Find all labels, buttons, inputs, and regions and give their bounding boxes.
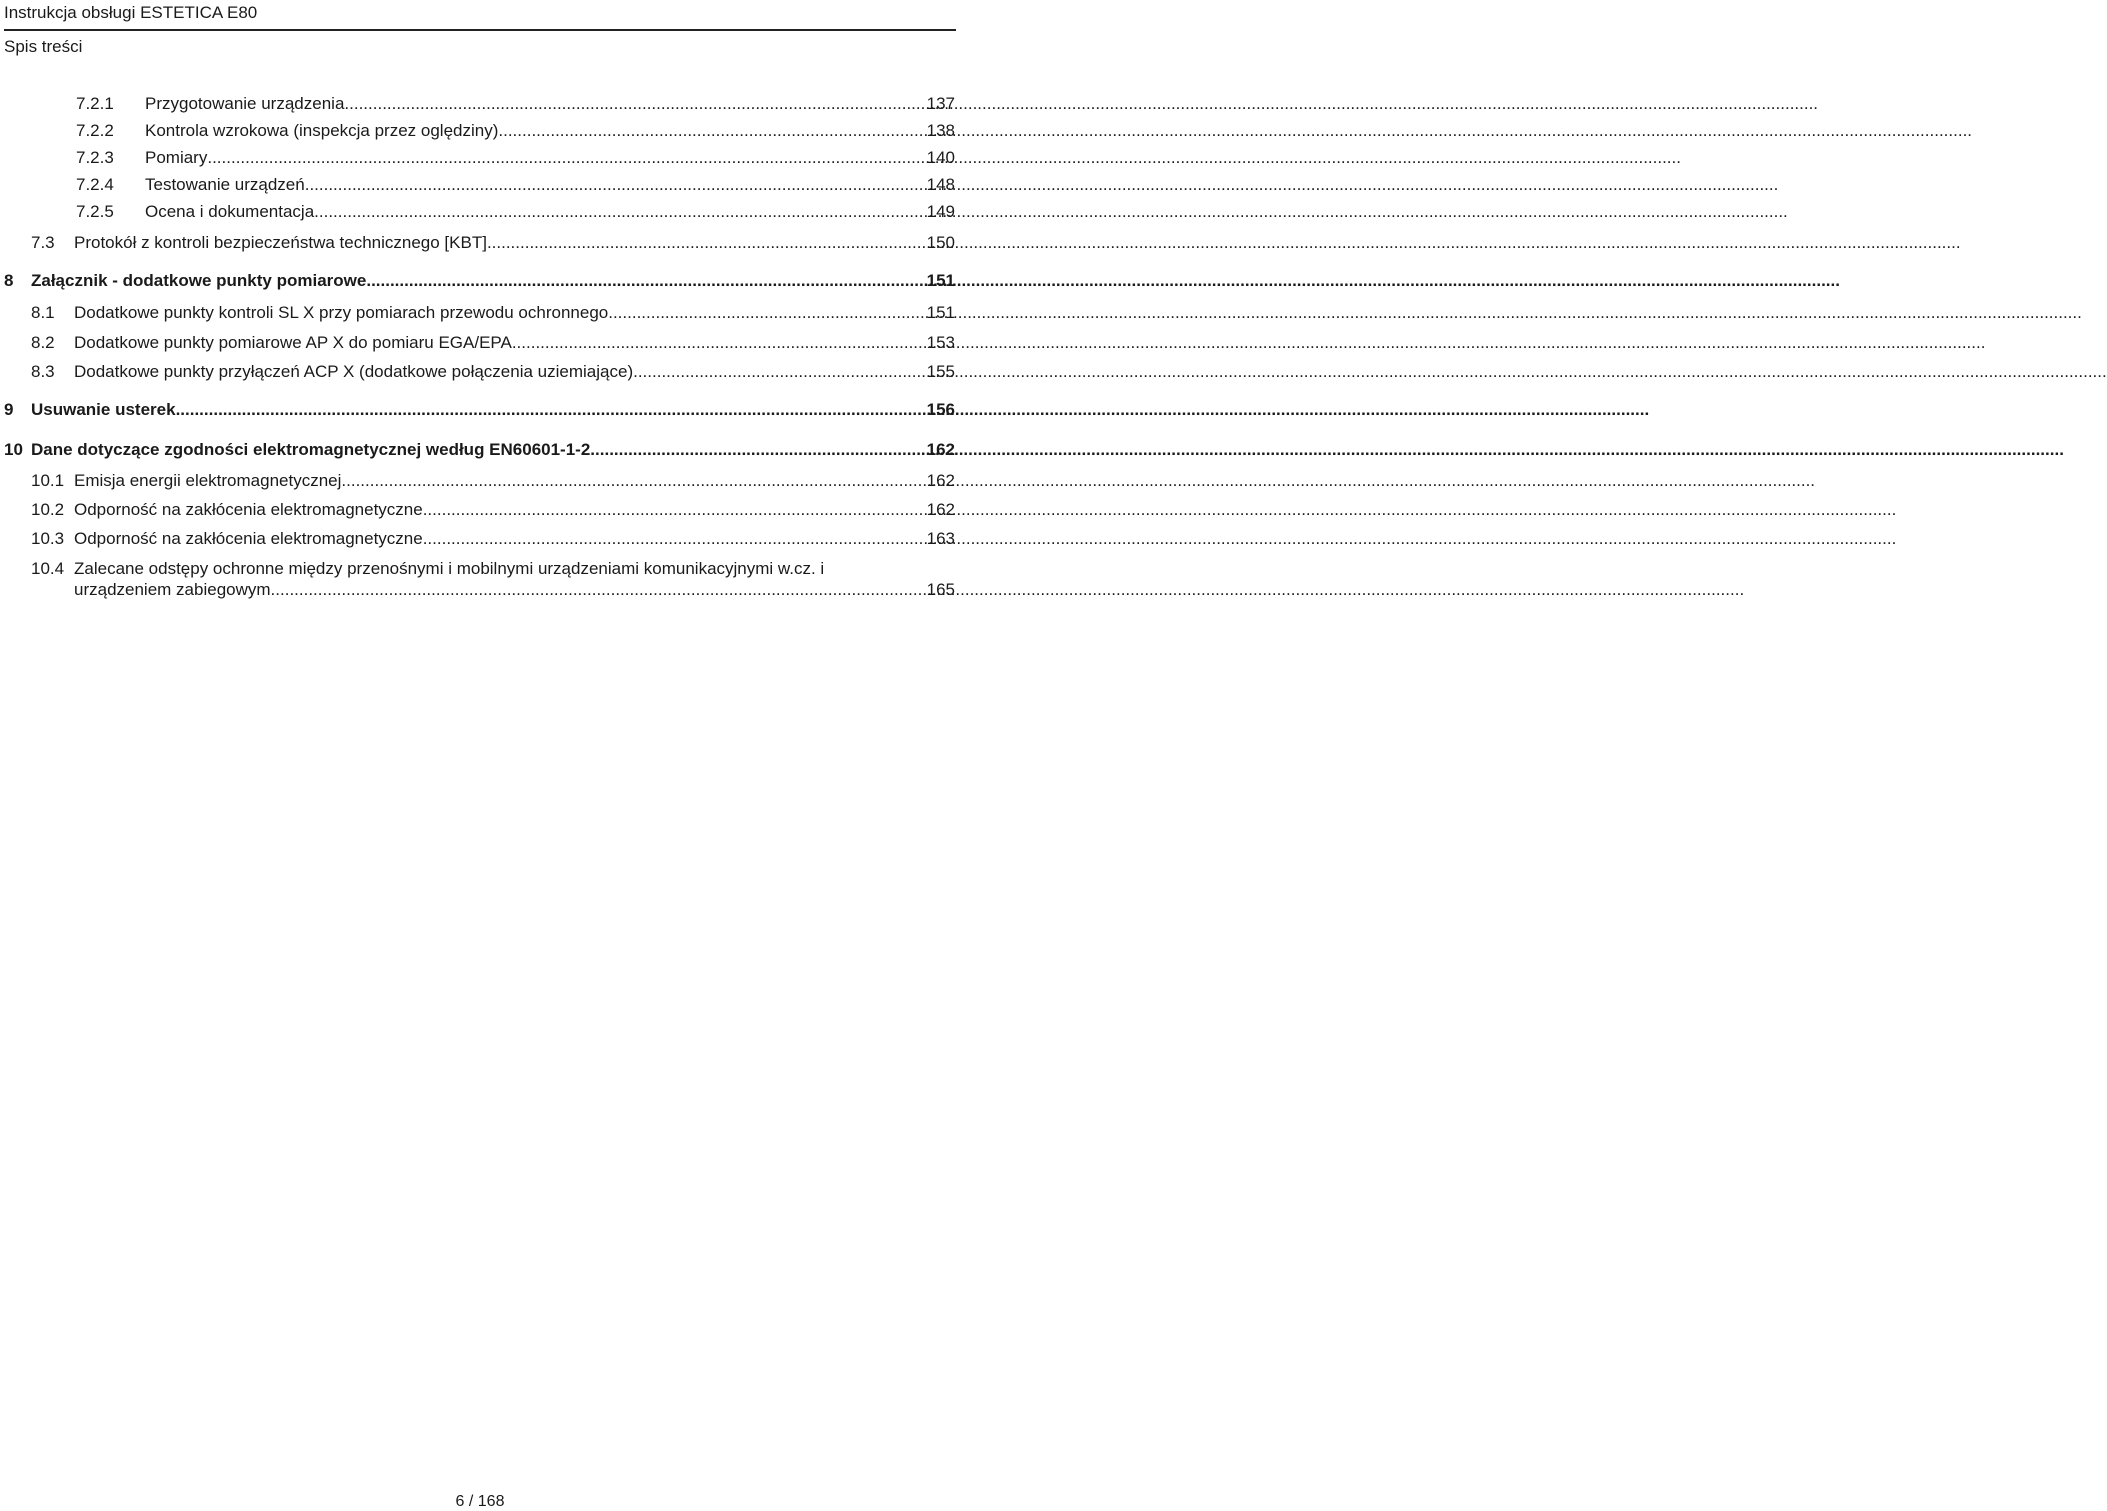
toc-entry-number: 8.3 xyxy=(31,362,55,381)
toc-dot-leader xyxy=(487,232,923,253)
toc-entry-page: 153 xyxy=(926,333,955,352)
toc-entry-number: 7.2.2 xyxy=(76,121,114,140)
toc-dot-leader xyxy=(608,302,922,323)
toc-dot-leader xyxy=(633,361,923,382)
toc-entry-title: Pomiary xyxy=(145,148,208,167)
toc-entry-page: 151 xyxy=(926,271,955,290)
toc-dot-leader xyxy=(341,470,922,491)
toc-entry-page: 150 xyxy=(926,233,955,252)
document-title: Instrukcja obsługi ESTETICA E80 xyxy=(4,3,258,22)
toc-dot-leader xyxy=(314,201,922,222)
toc-entry-number: 8 xyxy=(4,271,14,290)
toc-entry-title: Usuwanie usterek xyxy=(31,400,176,419)
toc-dot-leader xyxy=(305,174,923,195)
toc-entry-number: 7.2.4 xyxy=(76,175,114,194)
toc-entry-page: 140 xyxy=(926,148,955,167)
toc-dot-leader xyxy=(366,270,922,291)
toc-entry-title: Ocena i dokumentacja xyxy=(145,202,315,221)
toc-entry-page: 149 xyxy=(926,202,955,221)
toc-entry-page: 151 xyxy=(926,303,955,322)
toc-dot-leader xyxy=(423,528,923,549)
toc-entry-page: 165 xyxy=(926,580,955,599)
toc-dot-leader xyxy=(344,93,922,114)
toc-dot-leader xyxy=(590,439,922,460)
toc-dot-leader xyxy=(271,579,923,600)
section-title: Spis treści xyxy=(4,37,83,56)
toc-entry-page: 163 xyxy=(926,529,955,548)
toc-entry-number: 9 xyxy=(4,400,14,419)
toc-dot-leader xyxy=(423,499,923,520)
toc-entry-title: Kontrola wzrokowa (inspekcja przez oględziny) xyxy=(145,121,499,140)
toc-entry-title: Odporność na zakłócenia elektromagnetyczne xyxy=(74,529,423,548)
toc-entry-page: 162 xyxy=(926,440,955,459)
toc-entry-title: Dodatkowe punkty pomiarowe AP X do pomiaru EGA/EPA xyxy=(74,333,512,352)
toc-entry-number: 10.4 xyxy=(31,559,65,578)
toc-entry-number: 7.2.5 xyxy=(76,202,114,221)
toc-entry[interactable] xyxy=(0,558,960,600)
toc-entry-number: 10.3 xyxy=(31,529,65,548)
toc-entry-page: 162 xyxy=(926,500,955,519)
toc-entry-title: Zalecane odstępy ochronne między przenośnymi i mobilnymi urządzeniami komunikacyjnymi w.cz. i xyxy=(74,559,825,578)
toc-entry-title: Testowanie urządzeń xyxy=(145,175,305,194)
toc-entry-title: Odporność na zakłócenia elektromagnetyczne xyxy=(74,500,423,519)
toc-entry-title-continued: urządzeniem zabiegowym xyxy=(74,580,271,599)
toc-entry-number: 10.1 xyxy=(31,471,65,490)
toc-entry-page: 138 xyxy=(926,121,955,140)
toc-entry-page: 148 xyxy=(926,175,955,194)
toc-entry-number: 7.2.3 xyxy=(76,148,114,167)
toc-entry-number: 10 xyxy=(4,440,23,459)
toc-entry-title: Dodatkowe punkty przyłączeń ACP X (dodatkowe połączenia uziemiające) xyxy=(74,362,634,381)
toc-entry-title: Protokół z kontroli bezpieczeństwa technicznego [KBT] xyxy=(74,233,487,252)
toc-entry-title: Emisja energii elektromagnetycznej xyxy=(74,471,342,490)
toc-entry-title: Przygotowanie urządzenia xyxy=(145,94,345,113)
page-number: 6 / 168 xyxy=(455,1493,505,1510)
toc-entry-number: 8.2 xyxy=(31,333,55,352)
toc-entry-number: 8.1 xyxy=(31,303,55,322)
toc-entry-title: Załącznik - dodatkowe punkty pomiarowe xyxy=(31,271,367,290)
toc-entry-number: 7.2.1 xyxy=(76,94,114,113)
toc-dot-leader xyxy=(498,120,922,141)
toc-entry-page: 156 xyxy=(926,400,955,419)
toc-entry-page: 162 xyxy=(926,471,955,490)
header-divider xyxy=(4,29,956,31)
toc-entry-page: 155 xyxy=(926,362,955,381)
toc-entry-title: Dane dotyczące zgodności elektromagnetycznej według EN60601-1-2 xyxy=(31,440,591,459)
toc-dot-leader xyxy=(207,147,922,168)
toc-entry-number: 10.2 xyxy=(31,500,65,519)
toc-entry-number: 7.3 xyxy=(31,233,55,252)
toc-entry-title: Dodatkowe punkty kontroli SL X przy pomiarach przewodu ochronnego xyxy=(74,303,609,322)
toc-entry-page: 137 xyxy=(926,94,955,113)
toc-dot-leader xyxy=(176,399,923,420)
toc-dot-leader xyxy=(512,332,923,353)
